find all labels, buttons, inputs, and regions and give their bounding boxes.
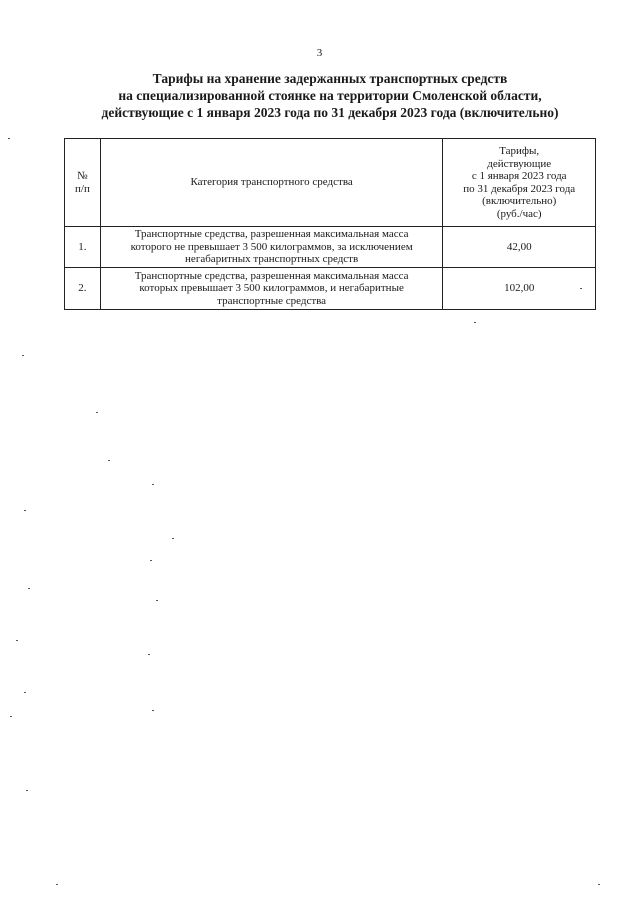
document-title [60, 70, 600, 121]
row-rate: 102,00 [443, 268, 596, 310]
row-number: 2. [65, 268, 101, 310]
title-line-2: на специализированной стоянке на территории Смоленской области, [118, 88, 542, 103]
table-row [65, 227, 596, 268]
header-rate: Тарифы, действующие с 1 января 2023 года по 31 декабря 2023 года (включительно) (руб./час) [443, 139, 596, 227]
table-header-row [65, 139, 596, 227]
title-line-1: Тарифы на хранение задержанных транспортных средств [152, 71, 508, 86]
row-category: Транспортные средства, разрешенная максимальная масса которого не превышает 3 500 килограммов, за исключением негабаритных транспортных средств [100, 227, 443, 268]
table-row [65, 268, 596, 310]
row-category: Транспортные средства, разрешенная максимальная масса которых превышает 3 500 килограммов, и негабаритные транспортные средства [100, 268, 443, 310]
page-number: 3 [316, 47, 323, 59]
row-rate: 42,00 [443, 227, 596, 268]
tariffs-table [64, 138, 596, 310]
row-number: 1. [65, 227, 101, 268]
header-number: № п/п [65, 139, 101, 227]
header-category: Категория транспортного средства [100, 139, 443, 227]
title-line-3: действующие с 1 января 2023 года по 31 декабря 2023 года (включительно) [101, 105, 559, 120]
